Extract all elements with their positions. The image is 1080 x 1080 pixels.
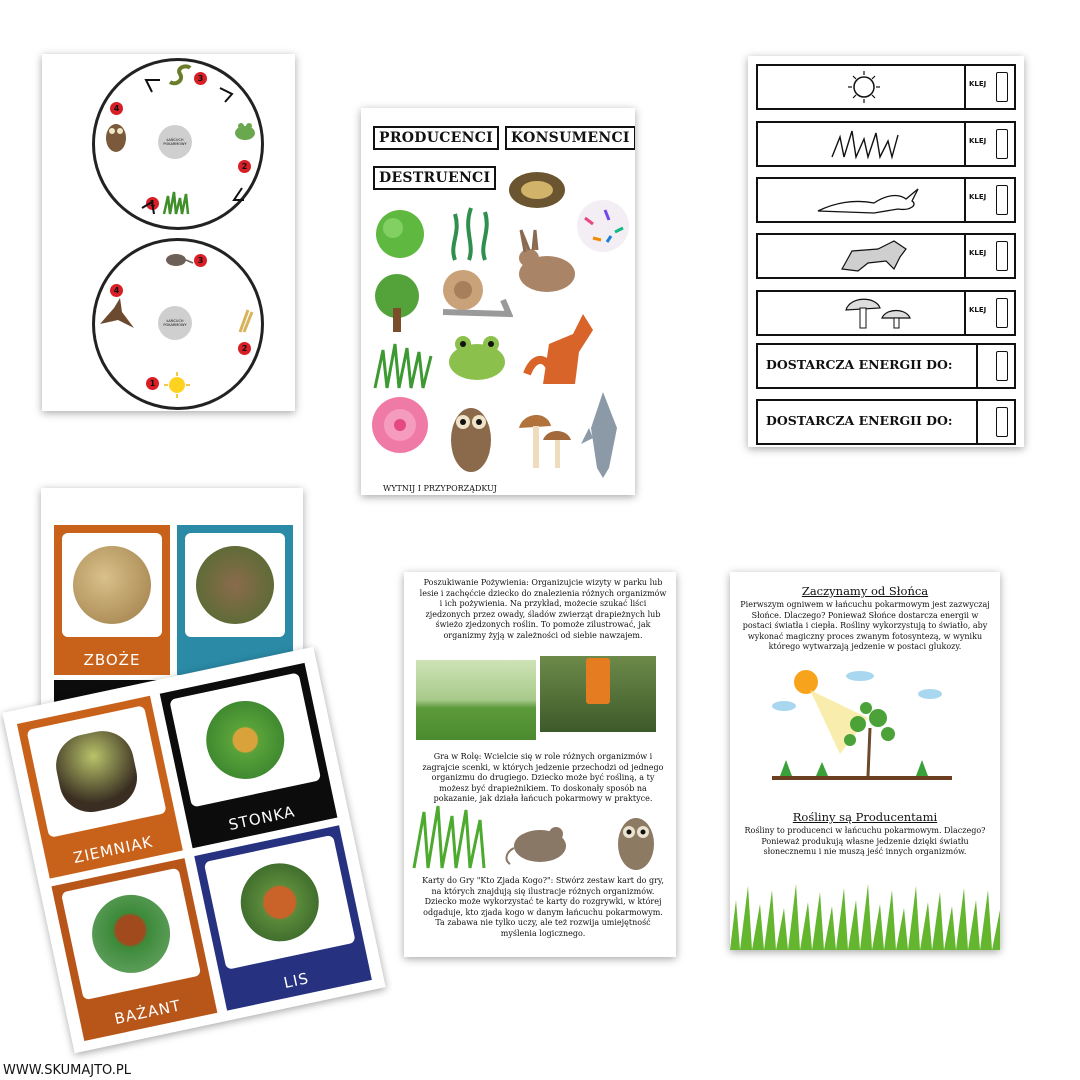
activities-sheet — [404, 572, 676, 957]
strip-mushrooms — [756, 290, 1016, 336]
card-photo-frame — [204, 835, 356, 970]
lettuce-icon — [369, 206, 431, 260]
strip-energy-1 — [756, 343, 1016, 389]
card-label: LIS — [282, 969, 311, 993]
owl-photo — [608, 808, 664, 874]
card-label: BAŻANT — [112, 996, 183, 1028]
glue-stick-icon — [996, 72, 1008, 102]
card-photo-frame — [62, 533, 162, 637]
glue-stick-icon — [996, 185, 1008, 215]
cards-sheet-front — [2, 647, 385, 1054]
glue-area — [976, 345, 1014, 387]
strip-grass — [756, 121, 1016, 167]
beetle-photo — [199, 694, 292, 787]
mushrooms-icon — [513, 398, 577, 474]
dahlia-icon — [369, 394, 431, 456]
python-snake-icon — [499, 164, 569, 214]
strip-energy-2 — [756, 399, 1016, 445]
card-photo-frame — [61, 868, 201, 1001]
card-label: ZBOŻE — [83, 651, 141, 669]
strip-wolf — [756, 233, 1016, 279]
food-chain-circles-sheet — [42, 54, 295, 411]
wheat-photo — [73, 546, 151, 624]
glue-area — [964, 179, 1014, 221]
card-label: STONKA — [226, 802, 297, 835]
footer-website: WWW.SKUMAJTO.PL — [3, 1063, 131, 1078]
grass-icon — [830, 127, 900, 161]
energy-strip-text: DOSTARCZA ENERGII DO: — [766, 357, 953, 372]
grass-tuft-icon — [371, 340, 435, 390]
cut-and-sort-sheet — [361, 108, 635, 495]
number-badge-2b: 2 — [238, 342, 251, 355]
number-badge-3b: 3 — [194, 254, 207, 267]
shark-icon — [579, 388, 627, 480]
hawk-icon — [96, 294, 136, 334]
card-label: ZIEMNIAK — [71, 832, 155, 868]
glue-label: KLEJ — [969, 137, 987, 145]
producers-banner: PRODUCENCI — [373, 126, 499, 150]
strip-rabbit — [756, 177, 1016, 223]
wolf-icon — [838, 237, 914, 275]
card-stonka — [160, 663, 338, 848]
glue-area — [976, 401, 1014, 443]
energy-strips-sheet — [748, 56, 1024, 447]
cut-instruction-label: WYTNIJ I PRZYPORZĄDKUJ — [383, 484, 497, 493]
paragraph-sun: Pierwszym ogniwem w łańcuchu pokarmowym jest zazwyczaj Słońce. Dlaczego? Ponieważ Słońce dostarcza energii w postaci światła i ciepła. Rośliny wykorzystują to światło, aby wykonać magiczny proces zwanym fotosyntezą, w wyniku którego wytwarzają jedzenie w postaci glukozy. — [740, 600, 990, 651]
heading-sun: Zaczynamy od Słońca — [801, 584, 929, 598]
glue-area — [964, 292, 1014, 334]
card-lis — [194, 825, 372, 1010]
family-park-photo — [416, 660, 536, 740]
tree-icon — [369, 272, 425, 334]
wheat-icon — [234, 306, 256, 334]
card-ziemniak — [17, 696, 183, 879]
glue-stick-icon — [996, 407, 1008, 437]
grass-photo — [410, 802, 490, 870]
child-boots-photo — [540, 656, 656, 732]
mouse-photo — [500, 812, 578, 868]
orange-boots — [586, 658, 610, 704]
bacteria-icon — [575, 198, 631, 254]
bullet-card-game: Karty do Gry "Kto Zjada Kogo?": Stwórz zestaw kart do gry, na których znajdują się ilustracje różnych organizmów. Dziecko może wykorzystać te karty do rozgrywki, w której odgaduje, kto zjada kogo w danym łańcuchu pokarmowym. Ta zabawa nie tylko uczy, ale też rozwija umiejętność myślenia logicznego. — [422, 876, 664, 938]
strip-sun — [756, 64, 1016, 110]
number-badge-2: 2 — [238, 160, 251, 173]
decomposers-banner: DESTRUENCI — [373, 166, 496, 190]
number-badge-1: 1 — [146, 197, 159, 210]
card-photo-frame — [26, 705, 166, 838]
glue-area — [964, 123, 1014, 165]
glue-area — [964, 66, 1014, 108]
bullet-food-search: Poszukiwanie Pożywienia: Organizujcie wizyty w parku lub lesie i zachęćcie dziecko do znalezienia różnych organizmów i ich pożywienia. Na przykład, możecie szukać liści zjedzonych przez owady, śladów zwierząt drapieżnych lub świeżo zjedzonych roślin. To pomoże zilustrować, jak organizmy żyją w zależności od siebie nawzajem. — [419, 578, 667, 640]
snail-icon — [433, 264, 513, 322]
glue-stick-icon — [996, 129, 1008, 159]
rabbit-icon — [814, 183, 924, 217]
pheasant-photo — [85, 888, 178, 981]
glue-area — [964, 235, 1014, 277]
photosynthesis-illustration — [770, 668, 960, 786]
card-mouse — [177, 525, 293, 675]
glue-stick-icon — [996, 298, 1008, 328]
number-badge-1b: 1 — [146, 377, 159, 390]
mouse-icon — [162, 250, 194, 268]
consumers-banner: KONSUMENCI — [505, 126, 635, 150]
number-badge-4b: 4 — [110, 284, 123, 297]
owl-icon — [443, 394, 501, 478]
cycle-arrows-icon — [92, 58, 258, 224]
frog-icon — [441, 326, 513, 386]
seaweed-icon — [445, 204, 497, 262]
bullet-role-play: Gra w Rolę: Wcielcie się w role różnych organizmów i zagrajcie scenki, w których jedzenie przechodzi od jednego organizmu do drugiego. Dziecko może być rośliną, a ty możesz być drapieżnikiem. To doskonały sposób na pokazanie, jak działa łańcuch pokarmowy w praktyce. — [422, 752, 664, 803]
fox-icon — [523, 304, 599, 388]
grass-border-illustration — [730, 880, 1000, 950]
energy-strip-text: DOSTARCZA ENERGII DO: — [766, 413, 953, 428]
paragraph-producers: Rośliny to producenci w łańcuchu pokarmowym. Dlaczego? Ponieważ produkują własne jedzenie dzięki światłu słonecznemu i nie muszą jeść innych organizmów. — [744, 826, 986, 856]
glue-stick-icon — [996, 241, 1008, 271]
glue-label: KLEJ — [969, 193, 987, 201]
card-photo-frame — [169, 672, 321, 807]
glue-label: KLEJ — [969, 80, 987, 88]
sun-producers-sheet — [730, 572, 1000, 950]
number-badge-4: 4 — [110, 102, 123, 115]
number-badge-3: 3 — [194, 72, 207, 85]
glue-label: KLEJ — [969, 249, 987, 257]
potato-plant-photo — [50, 725, 143, 818]
card-zboze — [54, 525, 170, 675]
circle-1-center-label: ŁAŃCUCH POKARMOWY — [158, 125, 192, 159]
card-photo-frame — [185, 533, 285, 637]
mushroom-icon — [836, 292, 924, 332]
glue-stick-icon — [996, 351, 1008, 381]
circle-2-center-label: ŁAŃCUCH POKARMOWY — [158, 306, 192, 340]
mouse-photo — [196, 546, 274, 624]
card-bazant — [51, 858, 217, 1041]
sun-icon — [164, 372, 190, 398]
sun-icon — [844, 70, 884, 104]
glue-label: KLEJ — [969, 306, 987, 314]
heading-producers: Rośliny są Producentami — [792, 810, 938, 824]
rabbit-icon — [511, 226, 583, 296]
fox-photo — [233, 856, 326, 949]
